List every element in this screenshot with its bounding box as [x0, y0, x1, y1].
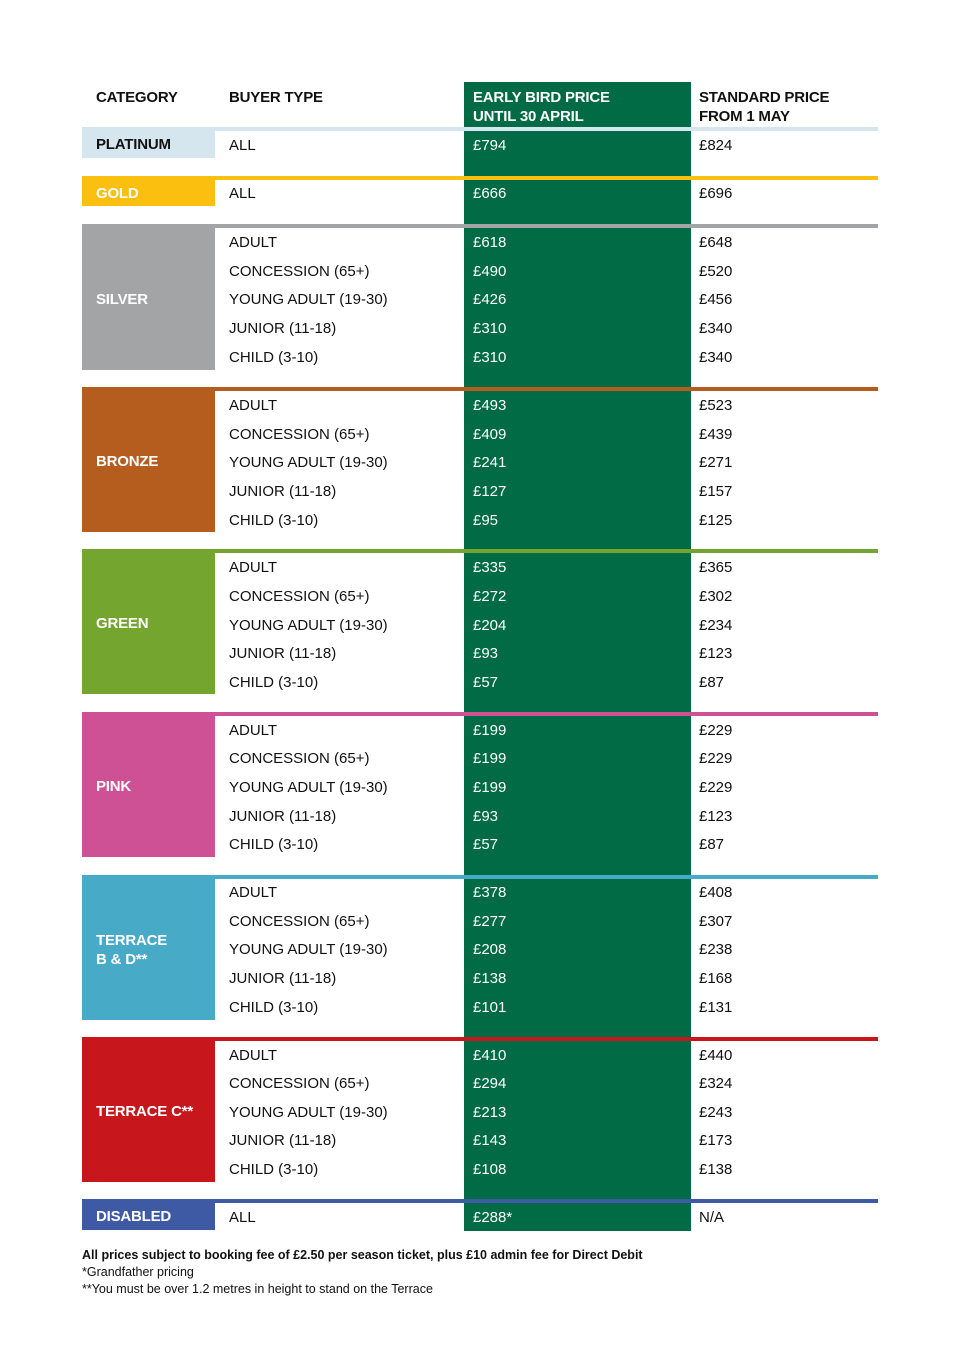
category-label-silver: SILVER — [82, 228, 215, 370]
buyer-type-cell: ADULT — [229, 1047, 278, 1064]
category-label-green: GREEN — [82, 553, 215, 694]
buyer-type-cell: ALL — [229, 185, 256, 202]
buyer-type-cell: JUNIOR (11-18) — [229, 970, 337, 987]
buyer-type-cell: JUNIOR (11-18) — [229, 1132, 337, 1149]
buyer-type-cell: ALL — [229, 137, 256, 154]
buyer-type-cell: YOUNG ADULT (19-30) — [229, 779, 388, 796]
standard-price-cell: £123 — [699, 808, 733, 825]
standard-price-cell: £125 — [699, 512, 733, 529]
buyer-type-cell: YOUNG ADULT (19-30) — [229, 454, 388, 471]
buyer-type-cell: CONCESSION (65+) — [229, 426, 370, 443]
standard-price-cell: £365 — [699, 559, 733, 576]
early-bird-price-cell: £199 — [473, 722, 507, 739]
buyer-type-cell: CONCESSION (65+) — [229, 588, 370, 605]
early-bird-price-cell: £666 — [473, 185, 507, 202]
standard-price-cell: £131 — [699, 999, 733, 1016]
buyer-type-cell: ADULT — [229, 722, 278, 739]
early-bird-price-cell: £409 — [473, 426, 507, 443]
buyer-type-cell: CONCESSION (65+) — [229, 750, 370, 767]
buyer-type-cell: JUNIOR (11-18) — [229, 320, 337, 337]
footnotes — [82, 1247, 643, 1298]
early-bird-price-cell: £108 — [473, 1161, 507, 1178]
standard-price-cell: £243 — [699, 1104, 733, 1121]
header-category: CATEGORY — [96, 89, 178, 106]
buyer-type-cell: YOUNG ADULT (19-30) — [229, 941, 388, 958]
buyer-type-cell: ADULT — [229, 397, 278, 414]
standard-price-cell: £238 — [699, 941, 733, 958]
early-bird-price-cell: £93 — [473, 808, 499, 825]
standard-price-cell: £87 — [699, 836, 725, 853]
early-bird-price-cell: £294 — [473, 1075, 507, 1092]
early-bird-price-cell: £101 — [473, 999, 507, 1016]
standard-price-cell: £229 — [699, 722, 733, 739]
standard-price-cell: £648 — [699, 234, 733, 251]
standard-price-cell: £229 — [699, 750, 733, 767]
category-label-terrace-c: TERRACE C** — [82, 1041, 215, 1182]
category-label-platinum: PLATINUM — [82, 130, 215, 158]
standard-price-cell: £123 — [699, 645, 733, 662]
buyer-type-cell: CHILD (3-10) — [229, 999, 319, 1016]
early-bird-price-cell: £199 — [473, 750, 507, 767]
early-bird-price-cell: £93 — [473, 645, 499, 662]
standard-price-cell: £138 — [699, 1161, 733, 1178]
early-bird-price-cell: £57 — [473, 836, 499, 853]
early-bird-price-cell: £138 — [473, 970, 507, 987]
buyer-type-cell: YOUNG ADULT (19-30) — [229, 1104, 388, 1121]
footnote-terrace: **You must be over 1.2 metres in height to stand on the Terrace — [82, 1282, 433, 1296]
early-bird-price-cell: £310 — [473, 320, 507, 337]
standard-price-cell: £173 — [699, 1132, 733, 1149]
header-early-bird: EARLY BIRD PRICE UNTIL 30 APRIL — [473, 89, 610, 125]
buyer-type-cell: CHILD (3-10) — [229, 674, 319, 691]
early-bird-price-cell: £95 — [473, 512, 499, 529]
standard-price-cell: £234 — [699, 617, 733, 634]
standard-price-cell: £302 — [699, 588, 733, 605]
buyer-type-cell: ALL — [229, 1209, 256, 1226]
header-standard: STANDARD PRICE FROM 1 MAY — [699, 89, 830, 125]
buyer-type-cell: CONCESSION (65+) — [229, 913, 370, 930]
standard-price-cell: £439 — [699, 426, 733, 443]
early-bird-price-cell: £310 — [473, 349, 507, 366]
standard-price-cell: £168 — [699, 970, 733, 987]
early-bird-price-cell: £208 — [473, 941, 507, 958]
standard-price-cell: £408 — [699, 884, 733, 901]
early-bird-price-cell: £241 — [473, 454, 507, 471]
standard-price-cell: £523 — [699, 397, 733, 414]
standard-price-cell: £696 — [699, 185, 733, 202]
standard-price-cell: N/A — [699, 1209, 725, 1226]
buyer-type-cell: CHILD (3-10) — [229, 512, 319, 529]
buyer-type-cell: JUNIOR (11-18) — [229, 483, 337, 500]
early-bird-price-cell: £410 — [473, 1047, 507, 1064]
standard-price-cell: £87 — [699, 674, 725, 691]
buyer-type-cell: CHILD (3-10) — [229, 1161, 319, 1178]
early-bird-price-cell: £143 — [473, 1132, 507, 1149]
buyer-type-cell: ADULT — [229, 234, 278, 251]
standard-price-cell: £824 — [699, 137, 733, 154]
early-bird-price-cell: £277 — [473, 913, 507, 930]
buyer-type-cell: YOUNG ADULT (19-30) — [229, 617, 388, 634]
buyer-type-cell: YOUNG ADULT (19-30) — [229, 291, 388, 308]
buyer-type-cell: CHILD (3-10) — [229, 836, 319, 853]
footnote-grandfather: *Grandfather pricing — [82, 1265, 194, 1279]
early-bird-price-cell: £213 — [473, 1104, 507, 1121]
category-label-gold: GOLD — [82, 180, 215, 206]
footnote-fees: All prices subject to booking fee of £2.50 per season ticket, plus £10 admin fee for Direct Debit — [82, 1248, 643, 1262]
early-bird-price-cell: £426 — [473, 291, 507, 308]
standard-price-cell: £324 — [699, 1075, 733, 1092]
buyer-type-cell: ADULT — [229, 884, 278, 901]
early-bird-price-cell: £199 — [473, 779, 507, 796]
header-buyer-type: BUYER TYPE — [229, 89, 323, 106]
category-label-terrace-b-d: TERRACE B & D** — [82, 879, 215, 1020]
buyer-type-cell: CONCESSION (65+) — [229, 1075, 370, 1092]
early-bird-price-cell: £288* — [473, 1209, 513, 1226]
standard-price-cell: £340 — [699, 320, 733, 337]
standard-price-cell: £157 — [699, 483, 733, 500]
early-bird-price-cell: £204 — [473, 617, 507, 634]
early-bird-price-cell: £272 — [473, 588, 507, 605]
buyer-type-cell: CONCESSION (65+) — [229, 263, 370, 280]
early-bird-price-cell: £490 — [473, 263, 507, 280]
early-bird-price-cell: £493 — [473, 397, 507, 414]
standard-price-cell: £271 — [699, 454, 733, 471]
buyer-type-cell: JUNIOR (11-18) — [229, 808, 337, 825]
early-bird-price-cell: £794 — [473, 137, 507, 154]
standard-price-cell: £307 — [699, 913, 733, 930]
category-label-disabled: DISABLED — [82, 1203, 215, 1230]
buyer-type-cell: ADULT — [229, 559, 278, 576]
early-bird-price-cell: £57 — [473, 674, 499, 691]
early-bird-price-cell: £618 — [473, 234, 507, 251]
standard-price-cell: £456 — [699, 291, 733, 308]
early-bird-price-cell: £335 — [473, 559, 507, 576]
buyer-type-cell: CHILD (3-10) — [229, 349, 319, 366]
category-label-bronze: BRONZE — [82, 391, 215, 532]
early-bird-price-cell: £378 — [473, 884, 507, 901]
standard-price-cell: £340 — [699, 349, 733, 366]
buyer-type-cell: JUNIOR (11-18) — [229, 645, 337, 662]
standard-price-cell: £229 — [699, 779, 733, 796]
standard-price-cell: £520 — [699, 263, 733, 280]
early-bird-price-cell: £127 — [473, 483, 507, 500]
category-label-pink: PINK — [82, 716, 215, 857]
standard-price-cell: £440 — [699, 1047, 733, 1064]
